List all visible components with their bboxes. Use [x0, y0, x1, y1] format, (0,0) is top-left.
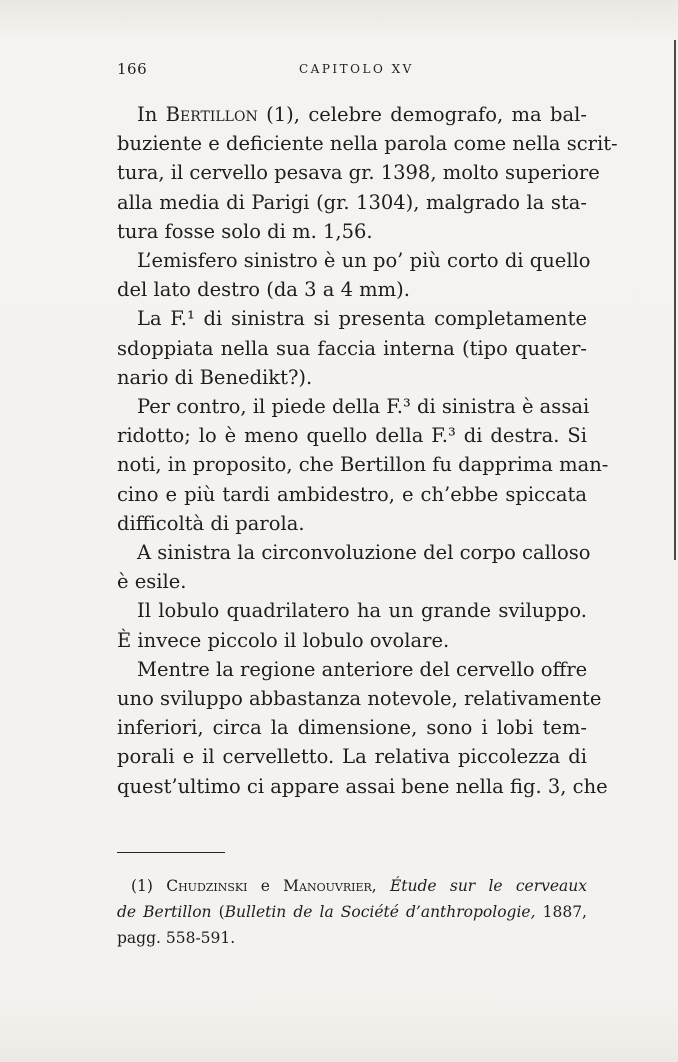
text-run: Per contro, il piede della F.³ di sinistra è assai	[137, 395, 590, 419]
text-line	[117, 509, 587, 538]
paragraph	[117, 304, 587, 392]
text-line	[117, 363, 587, 392]
text-run: nario di Benedikt?).	[117, 365, 313, 389]
page-edge-shadow	[674, 40, 676, 560]
page-number: 166	[117, 60, 148, 78]
footnote-line-2	[117, 899, 587, 925]
text-line	[117, 684, 602, 713]
footnote-line-3: pagg. 558-591.	[117, 929, 236, 947]
text-line	[117, 772, 608, 801]
footnote-author-2: Manouvrier	[283, 877, 372, 895]
text-line	[117, 596, 587, 625]
body-text	[117, 100, 618, 801]
text-run: noti, in proposito, che Bertillon fu dapprima man-	[117, 453, 609, 477]
footnote-year: 1887,	[535, 903, 587, 921]
text-run: sdoppiata nella sua faccia interna (tipo quater-	[117, 336, 587, 360]
footnote-author-1: Chudzinski	[166, 877, 248, 895]
text-run: del lato destro (da 3 a 4 mm).	[117, 278, 410, 302]
footnote-line-1	[117, 873, 587, 899]
page-header	[117, 60, 587, 84]
text-run: quest’ultimo ci appare assai bene nella fig. 3, che	[117, 774, 608, 798]
paragraph	[117, 392, 609, 538]
text-line	[117, 567, 587, 596]
text-run: inferiori, circa la dimensione, sono i lobi tem-	[117, 716, 587, 740]
text-run: È invece piccolo il lobulo ovolare.	[117, 628, 450, 652]
text-line	[117, 129, 618, 158]
text-line	[117, 421, 587, 450]
text-line	[117, 158, 600, 187]
text-line	[117, 100, 587, 129]
text-run: L’emisfero sinistro è un po’ più corto di quello	[137, 249, 591, 273]
text-run: In	[137, 103, 166, 126]
text-line	[117, 655, 587, 684]
text-run: La F.¹ di sinistra si presenta completamente	[137, 307, 587, 331]
text-line	[117, 304, 587, 333]
text-run: (1), celebre demografo, ma bal-	[257, 103, 587, 126]
text-line	[117, 392, 590, 421]
footnote-marker: (1)	[131, 877, 167, 895]
text-line	[117, 450, 609, 479]
text-line	[117, 480, 587, 509]
text-line	[117, 334, 587, 363]
text-run: porali e il cervelletto. La relativa piccolezza di	[117, 745, 587, 769]
text-run: alla media di Parigi (gr. 1304), malgrado la sta-	[117, 190, 587, 214]
text-run: è esile.	[117, 570, 187, 594]
paragraph	[117, 100, 618, 246]
text-run: uno sviluppo abbastanza notevole, relativamente	[117, 687, 602, 711]
text-run: tura fosse solo di m. 1,56.	[117, 219, 373, 243]
text-run: difficoltà di parola.	[117, 511, 305, 535]
text-line	[117, 538, 591, 567]
text-line	[117, 246, 591, 275]
text-run: cino e più tardi ambidestro, e ch’ebbe spiccata	[117, 482, 587, 506]
footnote-open-paren: (	[211, 903, 225, 921]
paragraph	[117, 246, 591, 304]
running-head: CAPITOLO XV	[299, 62, 414, 76]
text-run: ridotto; lo è meno quello della F.³ di destra. Si	[117, 424, 587, 448]
text-run: Il lobulo quadrilatero ha un grande sviluppo.	[137, 599, 587, 623]
footnote-rule	[117, 852, 225, 853]
text-line	[117, 742, 587, 771]
footnote-sep: ,	[371, 877, 390, 895]
text-line	[117, 188, 587, 217]
text-run: A sinistra la circonvoluzione del corpo calloso	[137, 541, 591, 565]
text-line	[117, 217, 587, 246]
text-run: buziente e deficiente nella parola come nella scrit-	[117, 132, 618, 156]
footnote-title-cont: de Bertillon	[117, 903, 212, 921]
text-run: tura, il cervello pesava gr. 1398, molto superiore	[117, 161, 600, 185]
small-caps-name: Bertillon	[165, 103, 258, 126]
text-line	[117, 275, 587, 304]
text-line	[117, 713, 587, 742]
paragraph	[117, 538, 591, 596]
paragraph	[117, 596, 587, 654]
text-line	[117, 626, 587, 655]
footnote	[117, 873, 587, 951]
footnote-connector: e	[247, 877, 284, 895]
footnote-journal: Bulletin de la Société d’anthropologie,	[224, 903, 536, 921]
footnote-title: Étude sur le cerveaux	[389, 877, 587, 895]
paragraph	[117, 655, 608, 801]
text-run: Mentre la regione anteriore del cervello offre	[137, 657, 588, 681]
